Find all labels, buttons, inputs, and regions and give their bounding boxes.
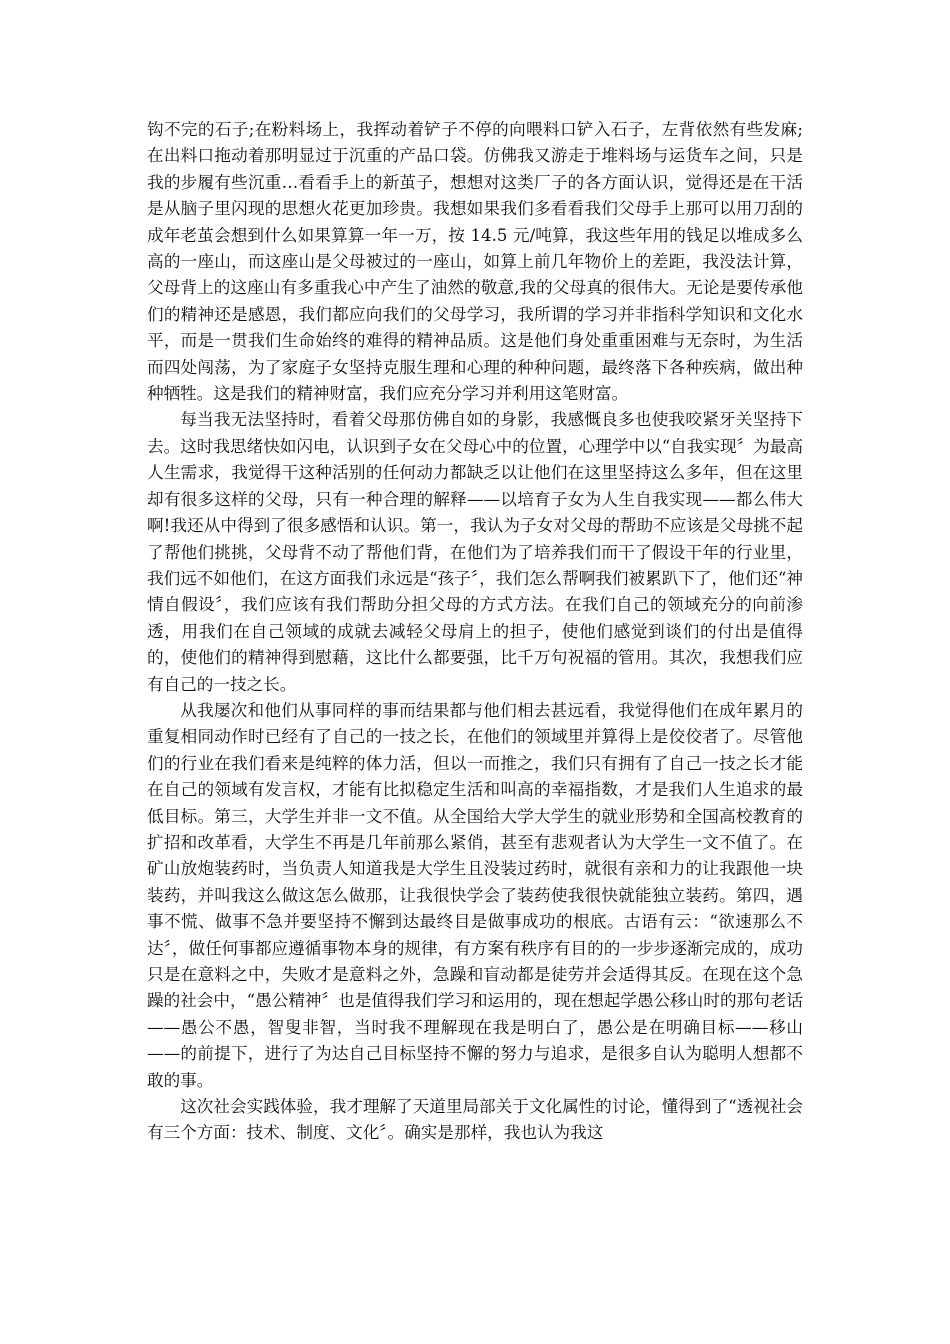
paragraph-1: 钩不完的石子;在粉料场上，我挥动着铲子不停的向喂料口铲入石子，左背依然有些发麻;在出料口拖动着那明显过于沉重的产品口袋。仿佛我又游走于堆料场与运货车之间，只是我的步履有些沉重…看看手上的新茧子，想想对这类厂子的各方面认识，觉得还是在干活是从脑子里闪现的思想火花更加珍贵。我想如果我们多看看我们父母手上那可以用刀刮的成年老茧会想到什么如果算算一年一万，按 14.5 元/吨算，我这些年用的钱足以堆成多么高的一座山，而这座山是父母被过的一座山，如算上前几年物价上的差距，我没法计算，父母背上的这座山有多重我心中产生了油然的敬意,我的父母真的很伟大。无论是要传承他们的精神还是感恩，我们都应向我们的父母学习，我所谓的学习并非指科学知识和文化水平，而是一贯我们生命始终的难得的精神品质。这是他们身处重重困难与无奈时，为生活而四处闯荡，为了家庭子女坚持克服生理和心理的种种问题，最终落下各种疾病，做出种种牺牲。这是我们的精神财富，我们应充分学习并利用这笔财富。: [147, 120, 803, 404]
paragraph-4: 这次社会实践体验，我才理解了天道里局部关于文化属性的讨论，懂得到了“透视社会有三个方面：技术、制度、文化〞。确实是那样，我也认为我这: [147, 1097, 803, 1143]
document-body: [147, 117, 803, 1147]
paragraph-2: 每当我无法坚持时，看着父母那仿佛自如的身影，我感慨良多也使我咬紧牙关坚持下去。这时我思绪快如闪电，认识到子女在父母心中的位置，心理学中以“自我实现〞为最高人生需求，我觉得干这种活别的任何动力都缺乏以让他们在这里坚持这么多年，但在这里却有很多这样的父母，只有一种合理的解释——以培育子女为人生自我实现——都么伟大啊!我还从中得到了很多感悟和认识。第一，我认为子女对父母的帮助不应该是父母挑不起了帮他们挑挑，父母背不动了帮他们背，在他们为了培养我们而干了假设干年的行业里，我们远不如他们，在这方面我们永远是“孩子〞，我们怎么帮啊我们被累趴下了，他们还“神情自假设〞，我们应该有我们帮助分担父母的方式方法。在我们自己的领域充分的向前渗透，用我们在自己领域的成就去减轻父母肩上的担子，使他们感觉到谈们的付出是值得的，使他们的精神得到慰藉，这比什么都要强，比千万句祝福的管用。其次，我想我们应有自己的一技之长。: [147, 410, 803, 694]
paragraph-3: 从我屡次和他们从事同样的事而结果都与他们相去甚远看，我觉得他们在成年累月的重复相同动作时已经有了自己的一技之长，在他们的领域里并算得上是佼佼者了。尽管他们的行业在我们看来是纯粹的体力活，但以一而推之，我们只有拥有了自己一技之长才能在自己的领域有发言权，才能有比拟稳定生活和叫高的幸福指数，才是我们人生追求的最低目标。第三，大学生并非一文不值。从全国给大学大学生的就业形势和全国高校教育的扩招和改革看，大学生不再是几年前那么紧俏，甚至有悲观者认为大学生一文不值了。在矿山放炮装药时，当负责人知道我是大学生且没装过药时，就很有亲和力的让我跟他一块装药，并叫我这么做这怎么做那，让我很快学会了装药使我很快就能独立装药。第四，遇事不慌、做事不急并要坚持不懈到达最终目是做事成功的根底。古语有云：“欲速那么不达〞，做任何事都应遵循事物本身的规律，有方案有秩序有目的的一步步逐渐完成的，成功只是在意料之中，失败才是意料之外，急躁和盲动都是徒劳并会适得其反。在现在这个急躁的社会中，“愚公精神〞也是值得我们学习和运用的，现在想起学愚公移山时的那句老话——愚公不愚，智叟非智，当时我不理解现在我是明白了，愚公是在明确目标——移山——的前提下，进行了为达自己目标坚持不懈的努力与追求，是很多自认为聪明人想都不敢的事。: [147, 700, 803, 1090]
